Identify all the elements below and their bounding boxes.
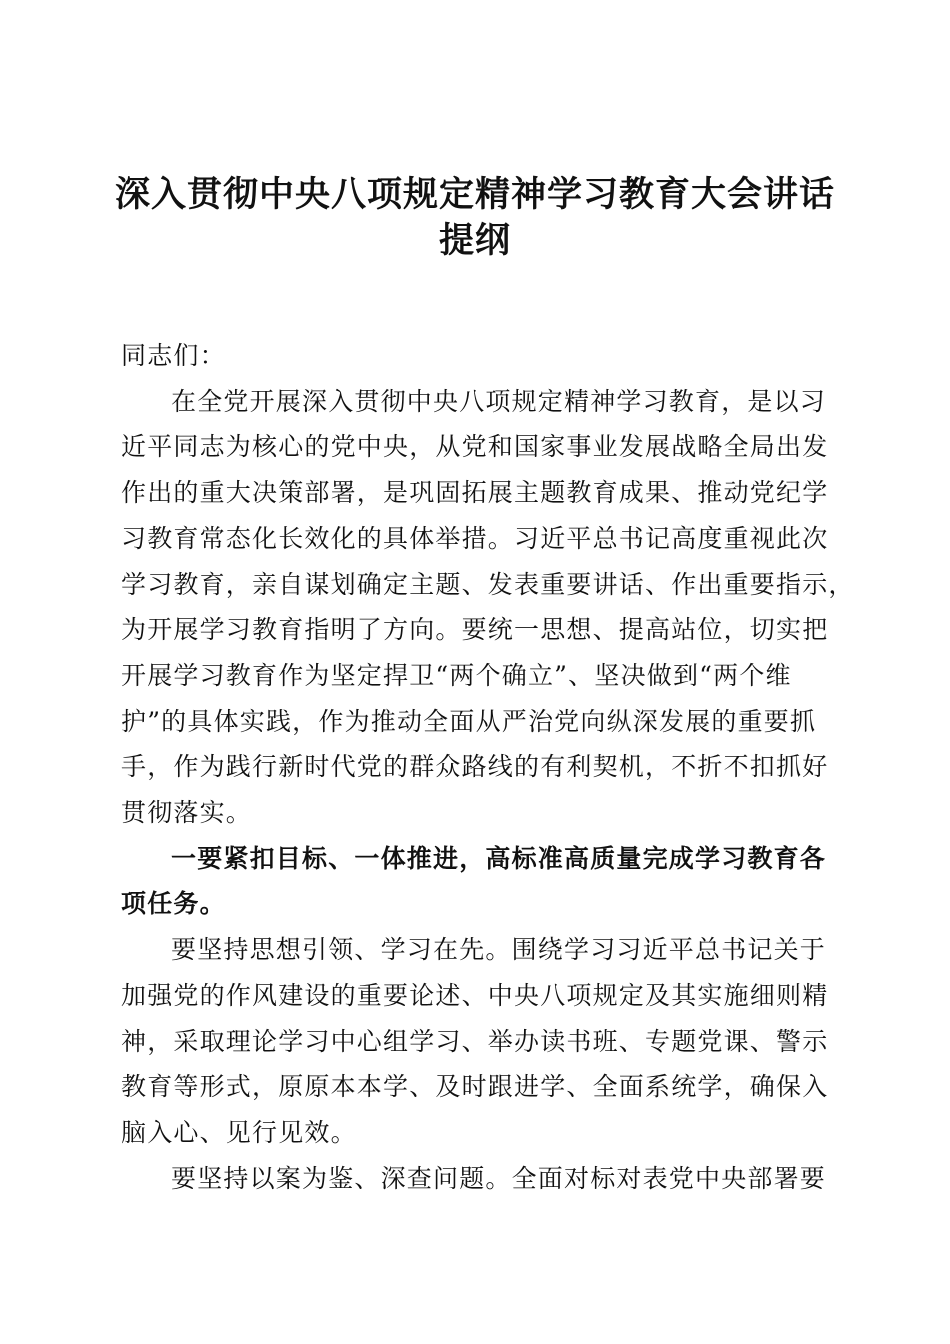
paragraph-line: 要坚持以案为鉴、深查问题。全面对标对表党中央部署要 (171, 1163, 827, 1193)
paragraph-line: 贯彻落实。 (121, 798, 253, 828)
paragraph-line: 学习教育，亲自谋划确定主题、发表重要讲话、作出重要指示， (121, 569, 855, 599)
paragraph-line: 神，采取理论学习中心组学习、举办读书班、专题党课、警示 (121, 1026, 829, 1056)
body-paragraph (121, 927, 830, 1156)
paragraph-line: 手，作为践行新时代党的群众路线的有利契机，不折不扣抓好 (121, 752, 829, 782)
paragraph-list (121, 379, 855, 1202)
body-paragraph (121, 1156, 830, 1202)
title-line-1: 深入贯彻中央八项规定精神学习教育大会讲话 (114, 174, 835, 215)
paragraph-line: 加强党的作风建设的重要论述、中央八项规定及其实施细则精 (121, 980, 829, 1010)
paragraph-line: 项任务。 (121, 889, 226, 919)
paragraph-line: 护”的具体实践，作为推动全面从严治党向纵深发展的重要抓 (121, 706, 817, 736)
paragraph-line: 为开展学习教育指明了方向。要统一思想、提高站位，切实把 (121, 615, 829, 645)
document-body (121, 333, 855, 1201)
paragraph-line: 习教育常态化长效化的具体举措。习近平总书记高度重视此次 (121, 523, 829, 553)
paragraph-line: 一要紧扣目标、一体推进，高标准高质量完成学习教育各 (171, 843, 827, 873)
paragraph-line: 要坚持思想引领、学习在先。围绕学习习近平总书记关于 (171, 935, 827, 965)
body-paragraph (121, 379, 855, 836)
paragraph-line: 教育等形式，原原本本学、及时跟进学、全面系统学，确保入 (121, 1072, 829, 1102)
paragraph-line: 脑入心、见行见效。 (121, 1117, 357, 1147)
paragraph-line: 近平同志为核心的党中央，从党和国家事业发展战略全局出发 (121, 432, 829, 462)
paragraph-line: 作出的重大决策部署，是巩固拓展主题教育成果、推动党纪学 (121, 478, 829, 508)
title-line-2: 提纲 (438, 220, 511, 261)
section-heading-paragraph (121, 836, 830, 927)
paragraph-line: 在全党开展深入贯彻中央八项规定精神学习教育，是以习 (171, 386, 827, 416)
document-title (100, 172, 850, 264)
paragraph-line: 开展学习教育作为坚定捍卫“两个确立”、坚决做到“两个维 (121, 660, 792, 690)
salutation: 同志们： (121, 341, 226, 370)
